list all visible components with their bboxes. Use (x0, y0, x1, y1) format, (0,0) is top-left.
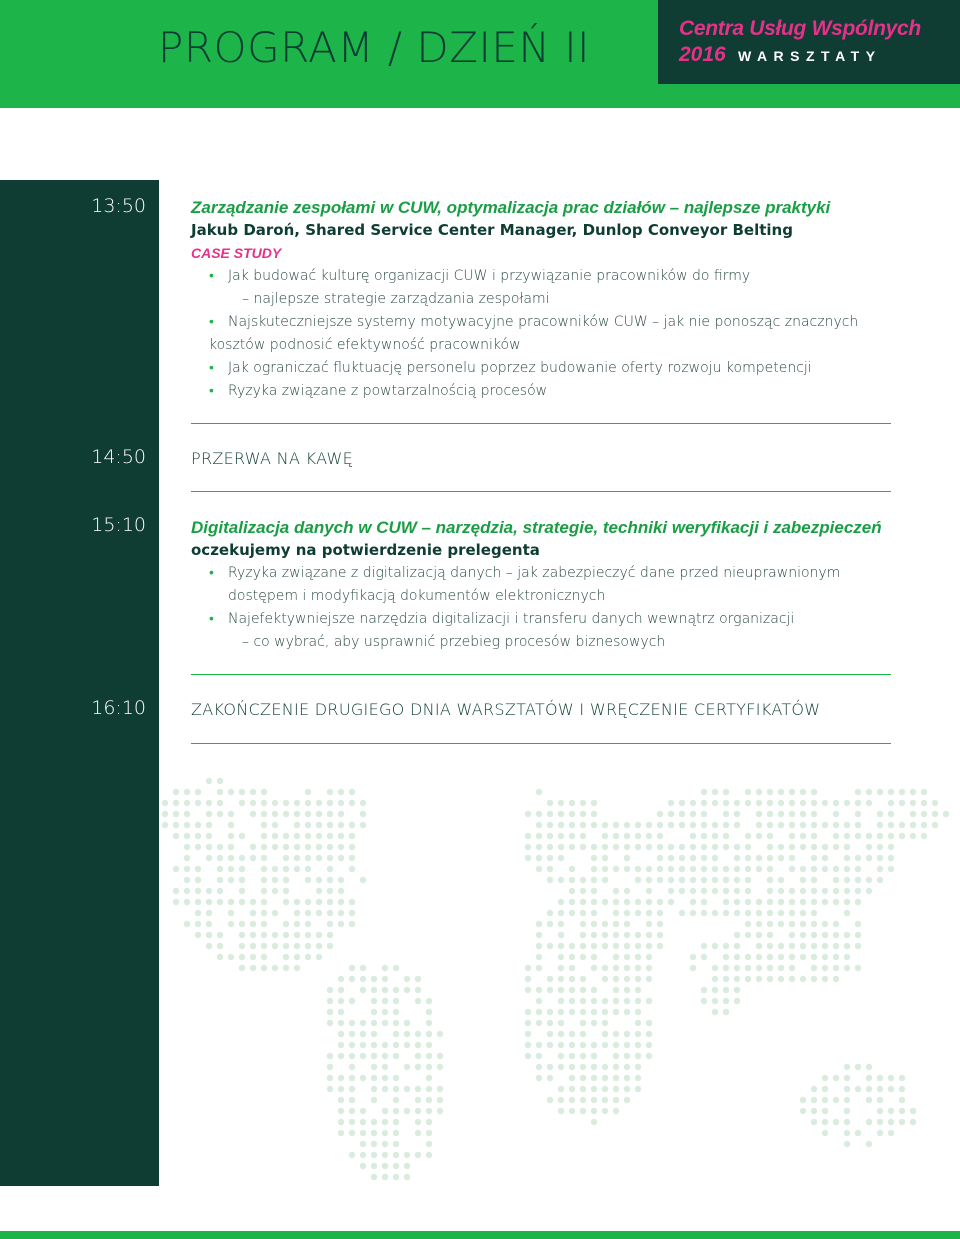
bullet-text: kosztów podnosić efektywność pracowników (209, 337, 521, 353)
brand-logo (658, 0, 960, 84)
brand-subtitle: WARSZTATY (738, 48, 882, 64)
bullet-list (191, 265, 891, 403)
bullet-text: dostępem i modyfikacją dokumentów elektronicznych (228, 588, 606, 604)
bullet-text: Najefektywniejsze narzędzia digitalizacji i transferu danych wewnątrz organizacji (228, 611, 795, 627)
divider (191, 491, 891, 492)
bullet-text: Jak ograniczać fluktuację personelu poprzez budowanie oferty rozwoju kompetencji (228, 360, 812, 376)
bullet-text: – co wybrać, aby usprawnić przebieg procesów biznesowych (242, 634, 666, 650)
time-slot: 14:50 (91, 446, 146, 468)
list-item (209, 562, 891, 608)
brand-year: 2016 (679, 43, 726, 66)
time-sidebar (0, 180, 159, 1186)
speaker: oczekujemy na potwierdzenie prelegenta (191, 541, 540, 559)
bullet-list (191, 562, 891, 654)
time-slot: 15:10 (91, 514, 146, 536)
bullet-text: Najskuteczniejsze systemy motywacyjne pracowników CUW – jak nie ponosząc znacznych (228, 314, 859, 330)
list-item (209, 608, 891, 654)
header-bar (0, 0, 960, 108)
list-item (209, 265, 891, 311)
break-label: PRZERWA NA KAWĘ (191, 449, 353, 468)
divider (191, 743, 891, 744)
bullet-text: – najlepsze strategie zarządzania zespołami (242, 291, 550, 307)
list-item (209, 380, 891, 403)
world-map-dots-image (159, 775, 960, 1195)
list-item (209, 357, 891, 380)
footer-bar (0, 1231, 960, 1239)
session-block (191, 516, 891, 654)
session-block (191, 196, 891, 403)
speaker: Jakub Daroń, Shared Service Center Manager, Dunlop Conveyor Belting (191, 221, 793, 239)
time-slot: 13:50 (91, 195, 146, 217)
session-title: Zarządzanie zespołami w CUW, optymalizacja prac działów – najlepsze praktyki (191, 198, 831, 217)
divider (191, 423, 891, 424)
list-item (209, 311, 891, 357)
case-study-tag: CASE STUDY (191, 245, 282, 261)
time-slot: 16:10 (91, 697, 146, 719)
bullet-text: Ryzyka związane z powtarzalnością procesów (228, 383, 548, 399)
divider (191, 674, 891, 675)
page-title: PROGRAM / DZIEŃ II (158, 23, 590, 72)
session-title: Digitalizacja danych w CUW – narzędzia, strategie, techniki weryfikacji i zabezpieczeń (191, 518, 882, 537)
bullet-text: Jak budować kulturę organizacji CUW i przywiązanie pracowników do firmy (228, 268, 751, 284)
brand-name: Centra Usług Wspólnych (679, 17, 921, 40)
bullet-text: Ryzyka związane z digitalizacją danych – jak zabezpieczyć dane przed nieuprawnionym (228, 565, 841, 581)
closing-label: ZAKOŃCZENIE DRUGIEGO DNIA WARSZTATÓW I WRĘCZENIE CERTYFIKATÓW (191, 700, 821, 719)
